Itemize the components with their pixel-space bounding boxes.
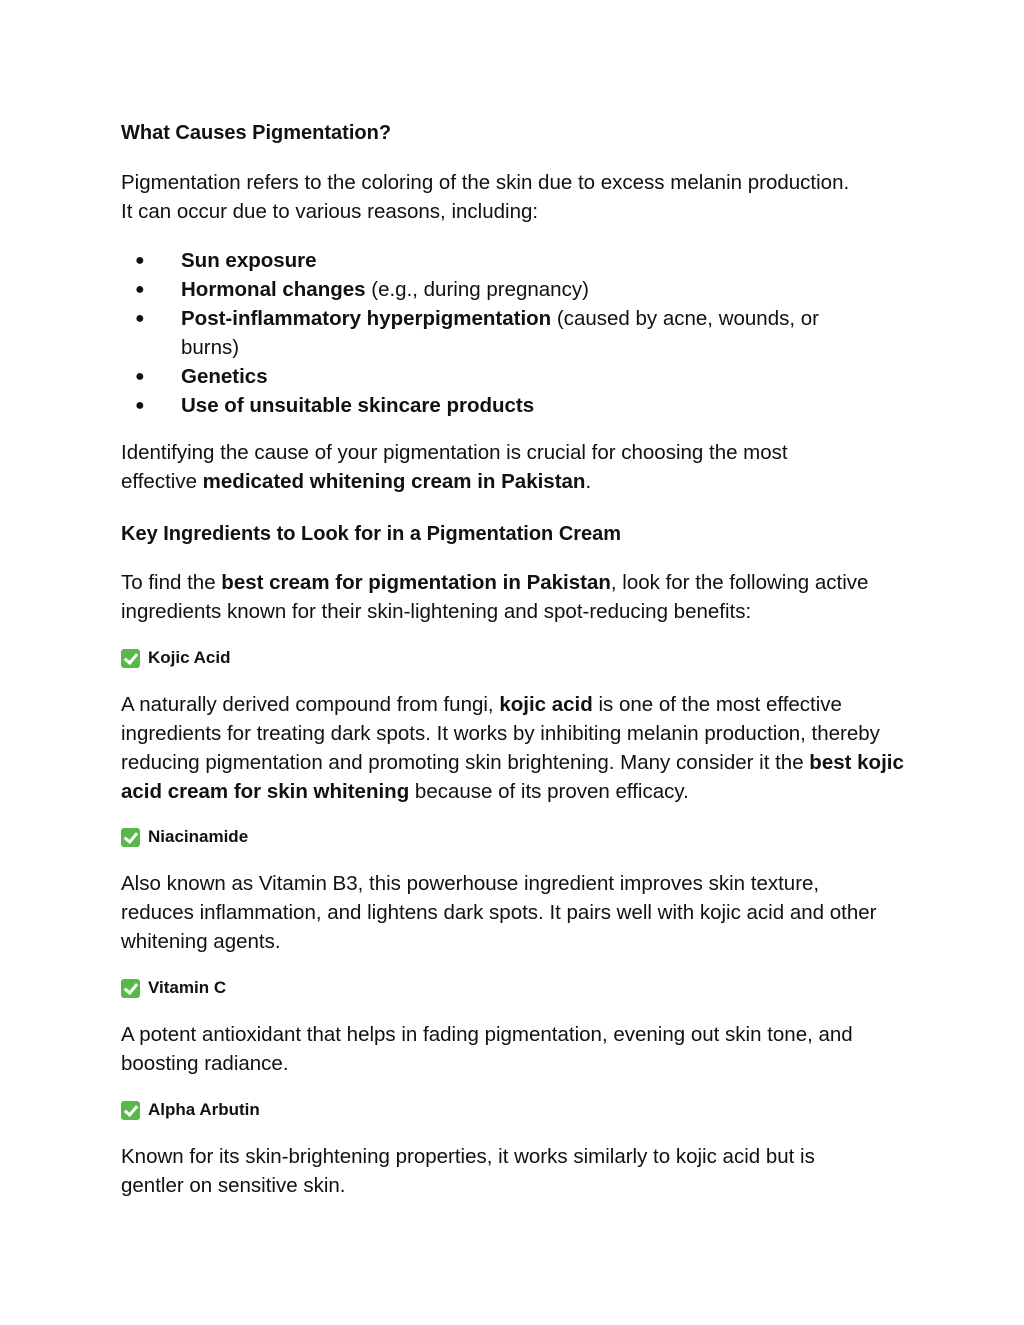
cause-bold: Hormonal changes: [181, 278, 366, 301]
ingredient-heading-kojic-acid: [121, 646, 231, 670]
ingredient-name: Alpha Arbutin: [148, 1100, 260, 1119]
cause-rest: (caused by acne, wounds, or burns): [181, 307, 819, 359]
causes-list: [121, 246, 911, 420]
paragraph-kojic-acid: [121, 690, 911, 806]
cause-bold: Genetics: [181, 365, 268, 388]
list-item: [121, 304, 911, 362]
heading-key-ingredients: Key Ingredients to Look for in a Pigmentation Cream: [121, 523, 622, 545]
list-item: [121, 362, 911, 391]
check-mark-button-icon: [121, 649, 140, 668]
kojic-bold: kojic acid: [499, 693, 593, 716]
intro-bold: best cream for pigmentation in Pakistan: [221, 571, 611, 594]
outro-text: Identifying the cause of your pigmentation is crucial for choosing the most effective: [121, 441, 788, 493]
paragraph-niacinamide: Also known as Vitamin B3, this powerhouse ingredient improves skin texture, reduces inflammation, and lightens dark spots. It pairs well with kojic acid and other whitening agents.: [121, 872, 877, 953]
bullet-dot-icon: ●: [135, 252, 145, 269]
ingredient-heading-niacinamide: [121, 825, 248, 849]
heading-what-causes-pigmentation: What Causes Pigmentation?: [121, 122, 392, 144]
check-mark-button-icon: [121, 1101, 140, 1120]
paragraph-pigmentation-intro: [121, 168, 911, 226]
ingredient-heading-alpha-arbutin: [121, 1098, 260, 1122]
kojic-text-mid: is one of the most effective ingredients for treating dark spots. It works by inhibiting melanin production, thereby reducing pigmentation and promoting skin brightening. Many consider it the: [121, 693, 880, 774]
cause-rest: (e.g., during pregnancy): [365, 278, 589, 301]
list-item: [121, 275, 911, 304]
kojic-text: A naturally derived compound from fungi,: [121, 693, 500, 716]
kojic-text-post: because of its proven efficacy.: [409, 780, 689, 803]
cause-bold: Post-inflammatory hyperpigmentation: [181, 307, 552, 330]
paragraph-alpha-arbutin: Known for its skin-brightening properties, it works similarly to kojic acid but is gentler on sensitive skin.: [121, 1145, 815, 1197]
ingredient-name: Kojic Acid: [148, 648, 231, 667]
intro-line-2: It can occur due to various reasons, including:: [121, 200, 539, 223]
bullet-dot-icon: ●: [135, 281, 145, 298]
intro-post: , look for the following active ingredients known for their skin-lightening and spot-reducing benefits:: [121, 571, 869, 623]
cause-bold: Use of unsuitable skincare products: [181, 394, 535, 417]
kojic-bold-2: best kojic acid cream for skin whitening: [121, 751, 904, 803]
outro-bold: medicated whitening cream in Pakistan: [202, 470, 586, 493]
ingredient-name: Niacinamide: [148, 827, 249, 846]
paragraph-vitamin-c: A potent antioxidant that helps in fading pigmentation, evening out skin tone, and boosting radiance.: [121, 1023, 853, 1075]
cause-bold: Sun exposure: [181, 249, 317, 272]
bullet-dot-icon: ●: [135, 368, 145, 385]
bullet-dot-icon: ●: [135, 397, 145, 414]
check-mark-button-icon: [121, 828, 140, 847]
ingredient-name: Vitamin C: [148, 978, 227, 997]
ingredient-heading-vitamin-c: [121, 976, 226, 1000]
list-item: [121, 246, 911, 275]
intro-text: To find the: [121, 571, 222, 594]
paragraph-find-best-cream: [121, 568, 881, 626]
bullet-dot-icon: ●: [135, 310, 145, 327]
intro-line-1: Pigmentation refers to the coloring of the skin due to excess melanin production.: [121, 171, 850, 194]
outro-post: .: [585, 470, 592, 493]
paragraph-identifying-cause: [121, 438, 851, 496]
check-mark-button-icon: [121, 979, 140, 998]
list-item: [121, 391, 911, 420]
